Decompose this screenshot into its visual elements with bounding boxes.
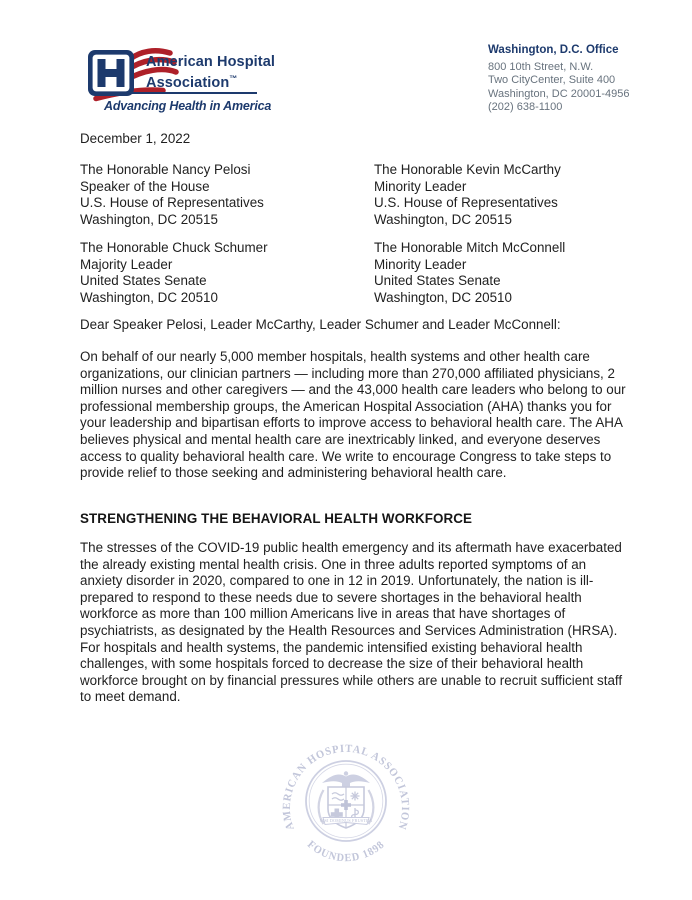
seal-motto-text: NISI DOMINUS FRUSTRA (319, 818, 373, 823)
office-line-street: 800 10th Street, N.W. (488, 60, 594, 73)
recipients-row-senate (80, 240, 565, 306)
recipient-line: Washington, DC 20510 (80, 289, 218, 305)
recipient-line: The Honorable Chuck Schumer (80, 240, 268, 255)
recipient-line: Minority Leader (374, 178, 467, 194)
aha-seal-watermark-icon (276, 731, 416, 871)
recipients-row-house (80, 162, 561, 228)
recipient-line: Minority Leader (374, 256, 467, 272)
recipient-mcconnell (374, 240, 565, 306)
body-paragraph-1: On behalf of our nearly 5,000 member hospitals, health systems and other health care organizations, our clinician partners — including more than 270,000 affiliated physicians, 2 million nurses and other caregivers — and the 43,000 health care leaders who belong to our professional membership groups, the American Hospital Association (AHA) thanks you for your leadership and bipartisan efforts to improve access to behavioral health care. The AHA believes physical and mental health care are inextricably linked, and everyone deserves access to quality behavioral health care. We write to encourage Congress to take steps to provide relief to those seeking and administering behavioral health care. (80, 349, 626, 481)
office-title: Washington, D.C. Office (488, 44, 619, 56)
recipient-line: United States Senate (374, 273, 501, 289)
office-line-suite: Two CityCenter, Suite 400 (488, 74, 616, 87)
seal-star-symbol (351, 792, 360, 801)
letter-date: December 1, 2022 (80, 131, 191, 146)
recipient-line: Washington, DC 20515 (374, 211, 512, 227)
recipient-line: Speaker of the House (80, 178, 210, 194)
office-line-phone: (202) 638-1100 (488, 101, 563, 114)
seal-arc-top-text: AMERICAN HOSPITAL ASSOCIATION (280, 742, 412, 832)
office-address-block (488, 44, 668, 115)
seal-arc-bottom-text: FOUNDED 1898 (304, 838, 388, 865)
recipient-schumer (80, 240, 374, 306)
recipient-line: The Honorable Nancy Pelosi (80, 162, 251, 177)
logo-divider (104, 92, 257, 94)
org-name (146, 55, 275, 91)
recipient-line: Washington, DC 20515 (80, 211, 218, 227)
office-line-city: Washington, DC 20001-4956 (488, 87, 630, 100)
org-name-line1: American Hospital (146, 54, 276, 70)
recipient-line: United States Senate (80, 273, 207, 289)
trademark-symbol: ™ (229, 73, 238, 83)
recipient-line: Majority Leader (80, 256, 173, 272)
seal-eagle-icon (322, 771, 370, 787)
recipient-pelosi (80, 162, 374, 228)
recipient-line: The Honorable Mitch McConnell (374, 240, 566, 255)
recipient-line: U.S. House of Representatives (80, 195, 264, 211)
logo-tagline: Advancing Health in America (104, 99, 272, 113)
logo-h-icon (88, 50, 134, 96)
recipient-line: U.S. House of Representatives (374, 195, 558, 211)
salutation: Dear Speaker Pelosi, Leader McCarthy, Leader Schumer and Leader McConnell: (80, 317, 561, 332)
section-heading: STRENGTHENING THE BEHAVIORAL HEALTH WORKFORCE (80, 511, 473, 526)
recipient-line: The Honorable Kevin McCarthy (374, 162, 561, 177)
recipient-line: Washington, DC 20510 (374, 289, 512, 305)
org-name-line2: Association™ (146, 73, 238, 91)
recipient-mccarthy (374, 162, 561, 228)
body-paragraph-2: The stresses of the COVID-19 public health emergency and its aftermath have exacerbated the already existing mental health crisis. One in three adults reported symptoms of an anxiety disorder in 2020, compared to one in 12 in 2019. Unfortunately, the nation is ill-prepared to respond to these needs due to severe shortages in the behavioral health workforce as more than 100 million Americans live in areas that have shortages of psychiatrists, as designated by the Health Resources and Services Administration (HRSA). For hospitals and health systems, the pandemic intensified existing behavioral health challenges, with some hospitals forced to decrease the size of their behavioral health workforce brought on by financial pressures while others are unable to recruit sufficient staff to meet demand. (80, 540, 623, 705)
